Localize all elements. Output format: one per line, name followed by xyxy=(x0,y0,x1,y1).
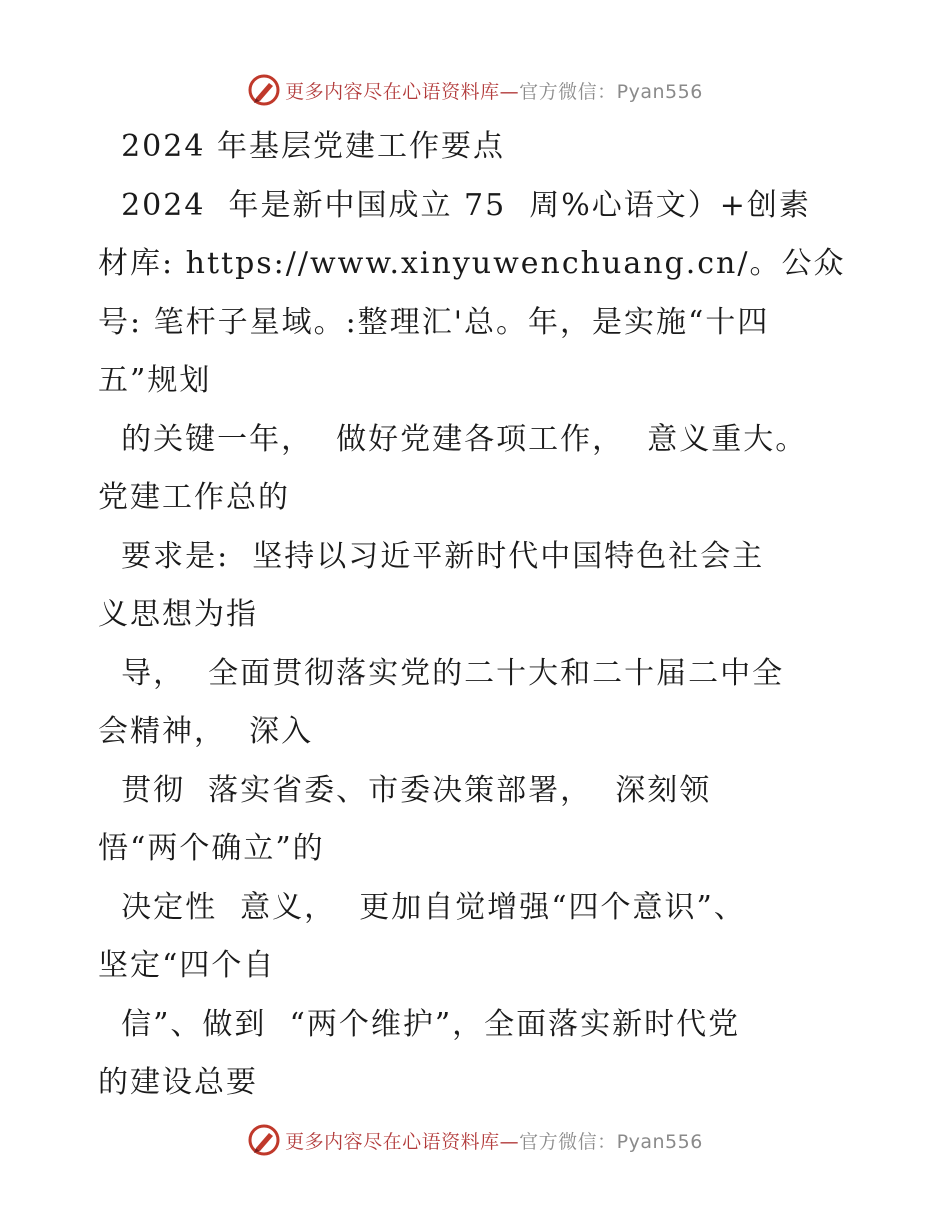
doc-line: 会精神， 深入 xyxy=(98,714,314,749)
header-banner xyxy=(0,70,950,110)
doc-title: 2024 年基层党建工作要点 xyxy=(98,129,505,164)
pen-logo-icon xyxy=(247,1123,281,1157)
document-body xyxy=(98,118,858,1113)
doc-line: 贯彻 落实省委、市委决策部署， 深刻领 xyxy=(98,772,712,808)
doc-line: 的建设总要 xyxy=(98,1065,258,1100)
doc-line: 悟“两个确立”的 xyxy=(98,831,325,866)
doc-line: 坚定“四个自 xyxy=(98,948,276,983)
doc-line: 五”规划 xyxy=(98,363,212,398)
banner-wechat: 官方微信：Pyan556 xyxy=(519,1130,703,1153)
doc-line: 信”、做到 “两个维护”，全面落实新时代党 xyxy=(98,1006,741,1042)
doc-line: 2024 年是新中国成立 75 周%心语文）+创素 xyxy=(98,187,811,223)
footer-banner xyxy=(0,1120,950,1160)
pen-logo-icon xyxy=(247,73,281,107)
banner-text: 更多内容尽在心语资料库—官方微信：Pyan556 xyxy=(285,1130,703,1153)
doc-line: 义思想为指 xyxy=(98,597,258,632)
banner-text: 更多内容尽在心语资料库—官方微信：Pyan556 xyxy=(285,80,703,103)
doc-line: 决定性 意义， 更加自觉增强“四个意识”、 xyxy=(98,889,746,925)
banner-wechat: 官方微信：Pyan556 xyxy=(519,80,703,103)
doc-line: 要求是: 坚持以习近平新时代中国特色社会主 xyxy=(98,538,765,574)
doc-line: 号: 笔杆子星域。:整理汇'总。年，是实施“十四 xyxy=(98,304,770,340)
doc-line: 的关键一年， 做好党建各项工作， 意义重大。 xyxy=(98,421,808,457)
doc-line: 党建工作总的 xyxy=(98,480,290,515)
doc-line: 导， 全面贯彻落实党的二十大和二十届二中全 xyxy=(98,655,785,691)
doc-line: 材库: https://www.xinyuwenchuang.cn/。公众 xyxy=(98,246,846,281)
